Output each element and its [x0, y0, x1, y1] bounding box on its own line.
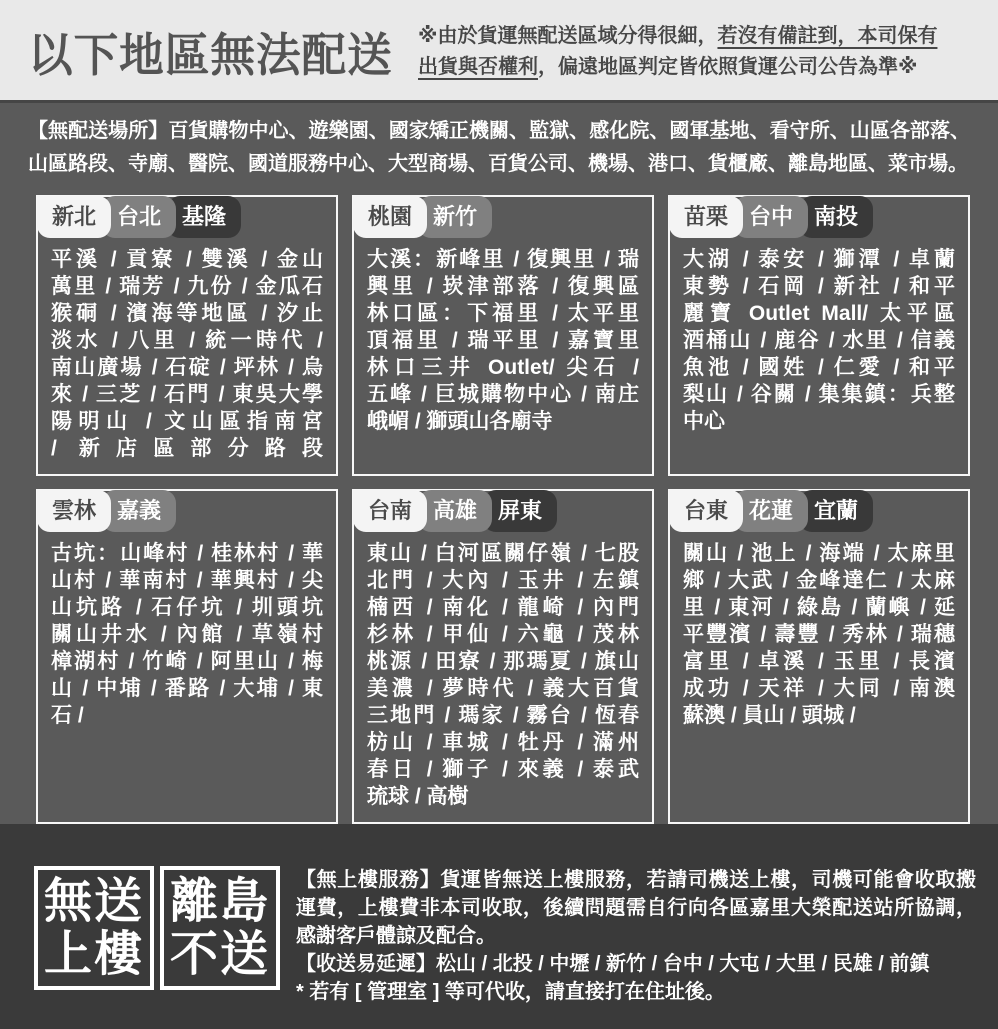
footer-paragraph-label: 【無上樓服務】: [296, 869, 441, 891]
header-note-line-2: 出貨與否權利，偏遠地區判定皆依照貨運公司公告為準※: [418, 56, 918, 78]
no-upstairs-service-note: [296, 866, 976, 950]
footer-paragraph-text: * 若有 [ 管理室 ] 等可代收，請直接打在住址後。: [296, 981, 725, 1003]
region-line: 平豐濱 / 壽豐 / 秀林 / 瑞穗: [683, 623, 955, 646]
region-tab: 新竹: [418, 196, 492, 238]
region-box-miaoli-taichung-nantou: [668, 195, 970, 476]
footer-paragraph-text: 松山 / 北投 / 中壢 / 新竹 / 台中 / 大屯 / 大里 / 民雄 / 前鎮: [436, 953, 930, 975]
region-line: 頂福里 / 瑞平里 / 嘉寶里: [367, 329, 639, 352]
places-label: 【無配送場所】: [28, 120, 169, 142]
no-delivery-places-banner: [0, 103, 998, 187]
region-line: 東勢 / 石岡 / 新社 / 和平: [683, 275, 955, 298]
region-tab: 嘉義: [102, 490, 176, 532]
region-box-yunlin-chiayi: [36, 489, 338, 824]
region-line: 魚池 / 國姓 / 仁愛 / 和平: [683, 356, 955, 379]
region-line: 蘇澳 / 員山 / 頭城 /: [683, 704, 856, 727]
region-tab: 新北: [37, 196, 111, 238]
region-tab: 花蓮: [734, 490, 808, 532]
region-line: 鄉 / 大武 / 金峰達仁 / 太麻: [683, 569, 955, 592]
region-box-taitung-hualien-yilan: [668, 489, 970, 824]
region-line: 淡水 / 八里 / 統一時代 /: [51, 329, 323, 352]
region-line: 五峰 / 巨城購物中心 / 南庄: [367, 383, 639, 406]
footer-notes: [296, 866, 976, 1006]
region-tab: 高雄: [418, 490, 492, 532]
region-tabs: [353, 490, 639, 532]
header-note-line-1: ※由於貨運無配送區域分得很細，若沒有備註到，本司保有: [418, 25, 938, 47]
region-line: 猴硐 / 濱海等地區 / 汐止: [51, 302, 323, 325]
region-line: 林口區：下福里 / 太平里: [367, 302, 639, 325]
region-tab: 基隆: [167, 196, 241, 238]
region-tabs: [669, 490, 955, 532]
region-line: 枋山 / 車城 / 牡丹 / 滿州: [367, 731, 639, 754]
stamp-line: 離島: [170, 875, 271, 928]
region-tab: 桃園: [353, 196, 427, 238]
footer: [0, 824, 998, 1029]
concierge-pickup-note: [296, 978, 976, 1006]
region-tabs: [669, 196, 955, 238]
region-line: 關山 / 池上 / 海端 / 太麻里: [683, 542, 955, 565]
region-line: 楠西 / 南化 / 龍崎 / 內門: [367, 596, 639, 619]
header-note: [418, 21, 937, 83]
region-line: 峨嵋 / 獅頭山各廟寺: [367, 410, 553, 433]
stamp-line: 不送: [170, 928, 271, 981]
region-line: 酒桶山 / 鹿谷 / 水里 / 信義: [683, 329, 955, 352]
region-line: / 新店區部分路段: [51, 437, 323, 460]
region-tab: 台北: [102, 196, 176, 238]
region-line: 麗寶 Outlet Mall/ 太平區: [683, 302, 955, 325]
region-line: 興里 / 崁津部落 / 復興區: [367, 275, 639, 298]
region-line: 北門 / 大內 / 玉井 / 左鎮: [367, 569, 639, 592]
stamp-no-island-delivery: [160, 866, 280, 990]
region-line: 樟湖村 / 竹崎 / 阿里山 / 梅: [51, 650, 323, 673]
stamp-line: 無送: [44, 875, 145, 928]
page-title: 以下地區無法配送: [28, 29, 393, 81]
footer-stamps: [34, 866, 280, 990]
region-tabs: [353, 196, 639, 238]
places-text: 百貨購物中心、遊樂園、國家矯正機關、監獄、感化院、國軍基地、看守所、山區各部落、山區路段、寺廟、醫院、國道服務中心、大型商場、百貨公司、機場、港口、貨櫃廠、離島地區、菜市場。: [28, 120, 971, 175]
region-line: 成功 / 天祥 / 大同 / 南澳: [683, 677, 955, 700]
region-tabs: [37, 490, 323, 532]
region-line: 桃源 / 田寮 / 那瑪夏 / 旗山: [367, 650, 639, 673]
region-line: 來 / 三芝 / 石門 / 東吳大學: [51, 383, 323, 406]
footer-paragraph-label: 【收送易延遲】: [296, 953, 437, 975]
region-line: 南山廣場 / 石碇 / 坪林 / 烏: [51, 356, 323, 379]
delay-prone-areas-note: [296, 950, 976, 978]
region-line: 平溪 / 貢寮 / 雙溪 / 金山: [51, 248, 323, 271]
region-line: 杉林 / 甲仙 / 六龜 / 茂林: [367, 623, 639, 646]
region-line: 大溪：新峰里 / 復興里 / 瑞: [367, 248, 639, 271]
region-line: 陽明山 / 文山區指南宮: [51, 410, 323, 433]
footer-paragraph-text: 貨運皆無送上樓服務，若請司機送上樓，司機可能會收取搬運費，上樓費非本司收取，後續問題需自行向各區嘉里大榮配送站所協調，感謝客戶體諒及配合。: [296, 869, 977, 947]
stamp-line: 上樓: [44, 928, 145, 981]
region-tab: 宜蘭: [799, 490, 873, 532]
region-line: 石 /: [51, 704, 84, 727]
region-line: 山 / 中埔 / 番路 / 大埔 / 東: [51, 677, 323, 700]
region-box-taoyuan-hsinchu: [352, 195, 654, 476]
underlined-text: 若沒有備註到，本司保有: [717, 25, 938, 47]
region-box-tainan-kaohsiung-pingtung: [352, 489, 654, 824]
region-line: 三地門 / 瑪家 / 霧台 / 恆春: [367, 704, 639, 727]
region-line: 山坑路 / 石仔坑 / 圳頭坑: [51, 596, 323, 619]
region-line: 美濃 / 夢時代 / 義大百貨: [367, 677, 639, 700]
region-line: 山村 / 華南村 / 華興村 / 尖: [51, 569, 323, 592]
underlined-text: 出貨與否權利: [418, 56, 538, 78]
region-tabs: [37, 196, 323, 238]
region-tab: 台南: [353, 490, 427, 532]
region-line: 東山 / 白河區關仔嶺 / 七股: [367, 542, 639, 565]
region-tab: 南投: [799, 196, 873, 238]
stamp-no-carry-upstairs: [34, 866, 154, 990]
region-tab: 屏東: [483, 490, 557, 532]
region-line: 萬里 / 瑞芳 / 九份 / 金瓜石: [51, 275, 323, 298]
region-grid: [0, 187, 998, 824]
region-line: 古坑：山峰村 / 桂林村 / 華: [51, 542, 323, 565]
region-line: 關山井水 / 內館 / 草嶺村: [51, 623, 323, 646]
region-line: 琉球 / 高樹: [367, 785, 469, 808]
region-line: 中心: [683, 410, 725, 433]
region-tab: 台中: [734, 196, 808, 238]
region-line: 梨山 / 谷關 / 集集鎮：兵整: [683, 383, 955, 406]
region-line: 富里 / 卓溪 / 玉里 / 長濱: [683, 650, 955, 673]
region-tab: 台東: [669, 490, 743, 532]
header: [0, 0, 998, 100]
region-box-xinbei-taipei-keelung: [36, 195, 338, 476]
region-tab: 苗栗: [669, 196, 743, 238]
region-line: 林口三井 Outlet/ 尖石 /: [367, 356, 639, 379]
no-delivery-section: [0, 100, 998, 824]
region-line: 春日 / 獅子 / 來義 / 泰武: [367, 758, 639, 781]
region-line: 里 / 東河 / 綠島 / 蘭嶼 / 延: [683, 596, 955, 619]
region-tab: 雲林: [37, 490, 111, 532]
region-line: 大湖 / 泰安 / 獅潭 / 卓蘭: [683, 248, 955, 271]
